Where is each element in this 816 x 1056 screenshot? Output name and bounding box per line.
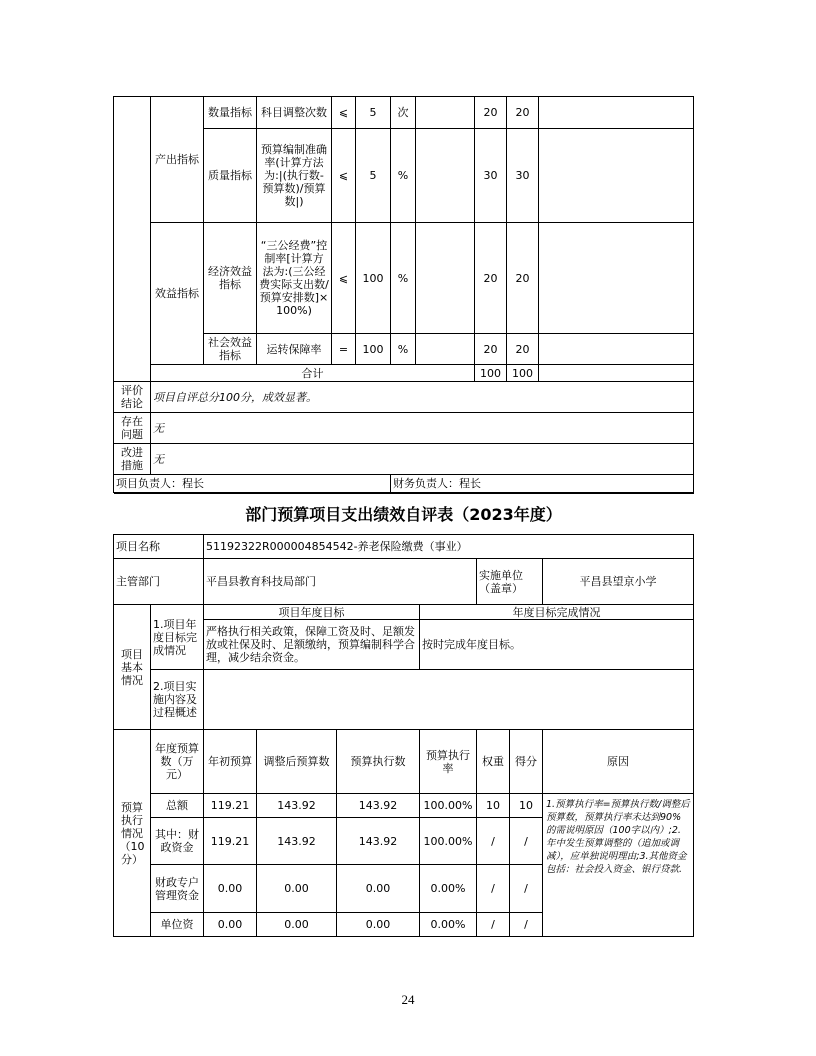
- eval-text-cell: 项目自评总分100分，成效显著。: [151, 382, 694, 413]
- process-text-cell: [204, 670, 694, 730]
- weight-cell: 20: [475, 223, 507, 334]
- weight-value: /: [477, 865, 510, 913]
- weight-cell: 30: [475, 129, 507, 223]
- score-value: /: [510, 865, 543, 913]
- unit-cell: %: [391, 334, 416, 365]
- target-value-cell: 100: [356, 334, 391, 365]
- actual-value-cell: [416, 334, 475, 365]
- row-label: 其中：财政资金: [151, 818, 204, 865]
- social-item-cell: 运转保障率: [257, 334, 332, 365]
- dept-label: 主管部门: [114, 559, 204, 605]
- rate-value: 0.00%: [420, 913, 477, 937]
- weight-header: 权重: [477, 730, 510, 794]
- target-value-cell: 100: [356, 223, 391, 334]
- impl-unit-value: 平昌县望京小学: [543, 559, 694, 605]
- operator-cell: ⩽: [332, 223, 356, 334]
- initial-value: 0.00: [204, 865, 257, 913]
- unit-cell: 次: [391, 97, 416, 129]
- reason-cell: [539, 223, 694, 334]
- reason-note-cell: 1.预算执行率=预算执行数/调整后预算数，预算执行率未达到90%的需说明原因（100字以内）;2.年中发生预算调整的（追加或调减），应单独说明理由;3.其他资金包括：社会投入资金、银行贷款.: [543, 794, 694, 937]
- executed-budget-header: 预算执行数: [337, 730, 420, 794]
- unit-cell: %: [391, 129, 416, 223]
- target-value-cell: 5: [356, 129, 391, 223]
- total-score-cell: 100: [507, 365, 539, 382]
- completion-header-cell: 年度目标完成情况: [420, 605, 694, 620]
- score-header: 得分: [510, 730, 543, 794]
- row-label: 财政专户管理资金: [151, 865, 204, 913]
- reason-cell: [539, 365, 694, 382]
- actual-value-cell: [416, 223, 475, 334]
- self-evaluation-table: [113, 493, 694, 937]
- page-title: 部门预算项目支出绩效自评表（2023年度）: [114, 494, 694, 535]
- executed-value: 0.00: [337, 865, 420, 913]
- initial-value: 0.00: [204, 913, 257, 937]
- executed-value: 0.00: [337, 913, 420, 937]
- row-label: 总额: [151, 794, 204, 818]
- score-cell: 30: [507, 129, 539, 223]
- page-number: 24: [401, 992, 415, 1007]
- quality-indicator-cell: 质量指标: [204, 129, 257, 223]
- adjusted-value: 143.92: [257, 794, 337, 818]
- improve-label-cell: 改进措施: [114, 444, 151, 475]
- score-cell: 20: [507, 334, 539, 365]
- finance-lead-cell: 财务负责人：程长: [391, 475, 694, 493]
- issue-text-cell: 无: [151, 413, 694, 444]
- blank-left-cell: [114, 97, 151, 382]
- total-weight-cell: 100: [475, 365, 507, 382]
- quantity-indicator-cell: 数量指标: [204, 97, 257, 129]
- score-cell: 20: [507, 97, 539, 129]
- annual-budget-header: 年度预算数（万元）: [151, 730, 204, 794]
- weight-cell: 20: [475, 97, 507, 129]
- reason-header: 原因: [543, 730, 694, 794]
- operator-cell: =: [332, 334, 356, 365]
- actual-value-cell: [416, 97, 475, 129]
- operator-cell: ⩽: [332, 97, 356, 129]
- project-name-value: 51192322R000004854542-养老保险缴费（事业）: [204, 535, 694, 559]
- exec-rate-header: 预算执行率: [420, 730, 477, 794]
- goal-text-cell: 严格执行相关政策，保障工资及时、足额发放或社保及时、足额缴纳，预算编制科学合理，减少结余资金。: [204, 620, 420, 670]
- adjusted-value: 0.00: [257, 913, 337, 937]
- executed-value: 143.92: [337, 818, 420, 865]
- reason-cell: [539, 129, 694, 223]
- dept-value: 平昌县教育科技局部门: [204, 559, 477, 605]
- eval-label-cell: 评价结论: [114, 382, 151, 413]
- initial-value: 119.21: [204, 794, 257, 818]
- completion-text-cell: 按时完成年度目标。: [420, 620, 694, 670]
- benefit-indicator-cell: 效益指标: [151, 223, 204, 365]
- project-lead-cell: 项目负责人：程长: [114, 475, 391, 493]
- goal-header-cell: 项目年度目标: [204, 605, 420, 620]
- weight-value: /: [477, 818, 510, 865]
- row-label: 单位资: [151, 913, 204, 937]
- basic-info-label: 项目基本情况: [114, 605, 151, 730]
- score-value: /: [510, 913, 543, 937]
- goal-label-cell: 1.项目年度目标完成情况: [151, 605, 204, 670]
- rate-value: 100.00%: [420, 794, 477, 818]
- initial-value: 119.21: [204, 818, 257, 865]
- total-label-cell: 合计: [151, 365, 475, 382]
- adjusted-value: 143.92: [257, 818, 337, 865]
- economic-item-cell: “三公经费”控制率[计算方法为:(三公经费实际支出数/预算安排数]×100%): [257, 223, 332, 334]
- impl-unit-label: 实施单位（盖章）: [477, 559, 543, 605]
- rate-value: 100.00%: [420, 818, 477, 865]
- weight-value: 10: [477, 794, 510, 818]
- reason-cell: [539, 97, 694, 129]
- operator-cell: ⩽: [332, 129, 356, 223]
- score-cell: 20: [507, 223, 539, 334]
- adjusted-budget-header: 调整后预算数: [257, 730, 337, 794]
- process-label-cell: 2.项目实施内容及过程概述: [151, 670, 204, 730]
- indicator-table: [113, 96, 694, 493]
- target-value-cell: 5: [356, 97, 391, 129]
- issue-label-cell: 存在问题: [114, 413, 151, 444]
- executed-value: 143.92: [337, 794, 420, 818]
- actual-value-cell: [416, 129, 475, 223]
- project-name-label: 项目名称: [114, 535, 204, 559]
- score-value: /: [510, 818, 543, 865]
- budget-exec-label: 预算执行情况（10分）: [114, 730, 151, 937]
- weight-value: /: [477, 913, 510, 937]
- improve-text-cell: 无: [151, 444, 694, 475]
- score-value: 10: [510, 794, 543, 818]
- output-indicator-cell: 产出指标: [151, 97, 204, 223]
- unit-cell: %: [391, 223, 416, 334]
- rate-value: 0.00%: [420, 865, 477, 913]
- adjusted-value: 0.00: [257, 865, 337, 913]
- quantity-item-cell: 科目调整次数: [257, 97, 332, 129]
- economic-indicator-cell: 经济效益指标: [204, 223, 257, 334]
- quality-item-cell: 预算编制准确率(计算方法为:|(执行数-预算数)/预算数|): [257, 129, 332, 223]
- weight-cell: 20: [475, 334, 507, 365]
- social-indicator-cell: 社会效益指标: [204, 334, 257, 365]
- reason-cell: [539, 334, 694, 365]
- document-page: [113, 96, 693, 937]
- initial-budget-header: 年初预算: [204, 730, 257, 794]
